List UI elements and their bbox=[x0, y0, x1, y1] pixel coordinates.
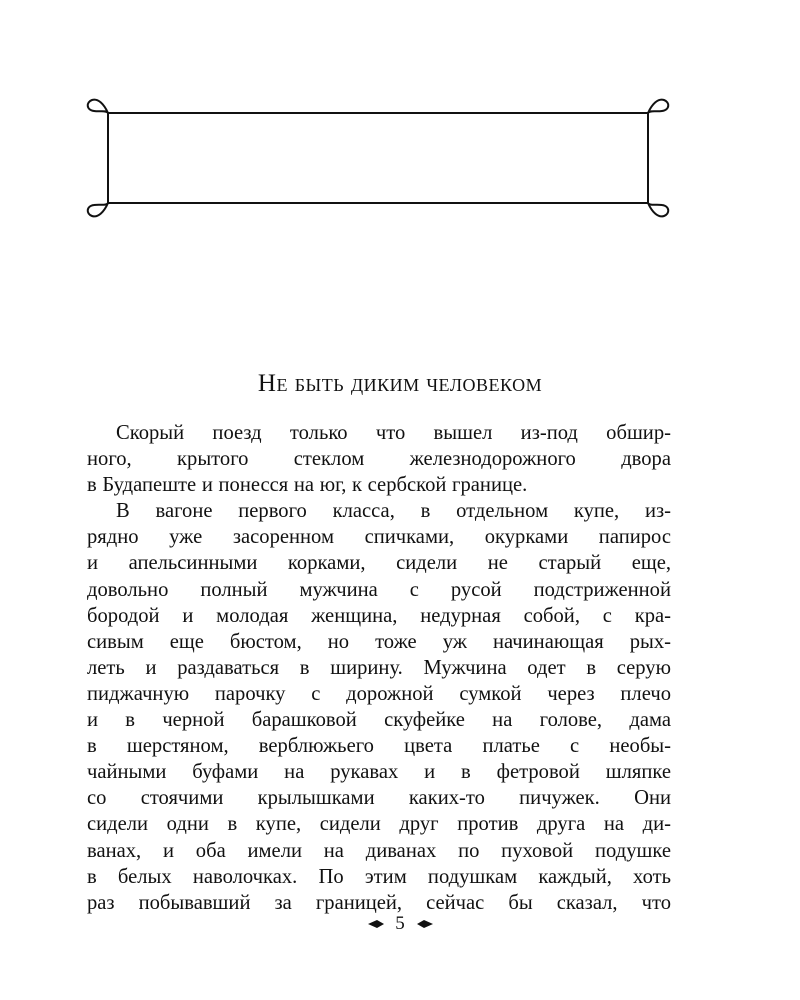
text-line: ванах, и оба имели на диванах по пуховой подушке bbox=[87, 839, 671, 862]
text-line: в белых наволочках. По этим подушкам каждый, хоть bbox=[87, 865, 671, 888]
text-line: Скорый поезд только что вышел из-под обшир- bbox=[116, 422, 671, 444]
text-line: довольно полный мужчина с русой подстриженной bbox=[87, 578, 671, 601]
text-line: леть и раздаваться в ширину. Мужчина одет в серую bbox=[87, 656, 671, 679]
text-line: чайными буфами на рукавах и в фетровой шляпке bbox=[87, 761, 671, 784]
ornament-left-icon bbox=[367, 919, 385, 929]
text-line: сивым еще бюстом, но тоже уж начинающая рых- bbox=[87, 630, 671, 653]
chapter-title: Не быть диким человеком bbox=[257, 370, 543, 397]
text-line: ного, крытого стеклом железнодорожного двора bbox=[87, 448, 671, 471]
text-line: и апельсинными корками, сидели не старый еще, bbox=[87, 552, 671, 575]
page-folio bbox=[0, 912, 800, 935]
page-number: 5 bbox=[395, 912, 405, 934]
text-line: бородой и молодая женщина, недурная собой, с кра- bbox=[87, 604, 671, 627]
ornamental-frame bbox=[84, 94, 672, 222]
text-line: пиджачную парочку с дорожной сумкой через плечо bbox=[87, 682, 671, 705]
text-line: раз побывавший за границей, сейчас бы сказал, что bbox=[87, 891, 671, 914]
text-line: В вагоне первого класса, в отдельном купе, из- bbox=[116, 500, 671, 523]
text-line: в шерстяном, верблюжьего цвета платье с необы- bbox=[87, 735, 671, 758]
text-line: сидели одни в купе, сидели друг против друга на ди- bbox=[87, 813, 671, 836]
text-line: в Будапеште и понесся на юг, к сербской границе. bbox=[87, 474, 528, 497]
body-text bbox=[87, 420, 671, 916]
text-line: рядно уже засоренном спичками, окурками папирос bbox=[87, 526, 671, 549]
text-line: со стоячими крылышками каких-то пичужек. Они bbox=[87, 787, 671, 810]
text-line: и в черной барашковой скуфейке на голове, дама bbox=[87, 709, 671, 732]
ornament-right-icon bbox=[416, 919, 434, 929]
